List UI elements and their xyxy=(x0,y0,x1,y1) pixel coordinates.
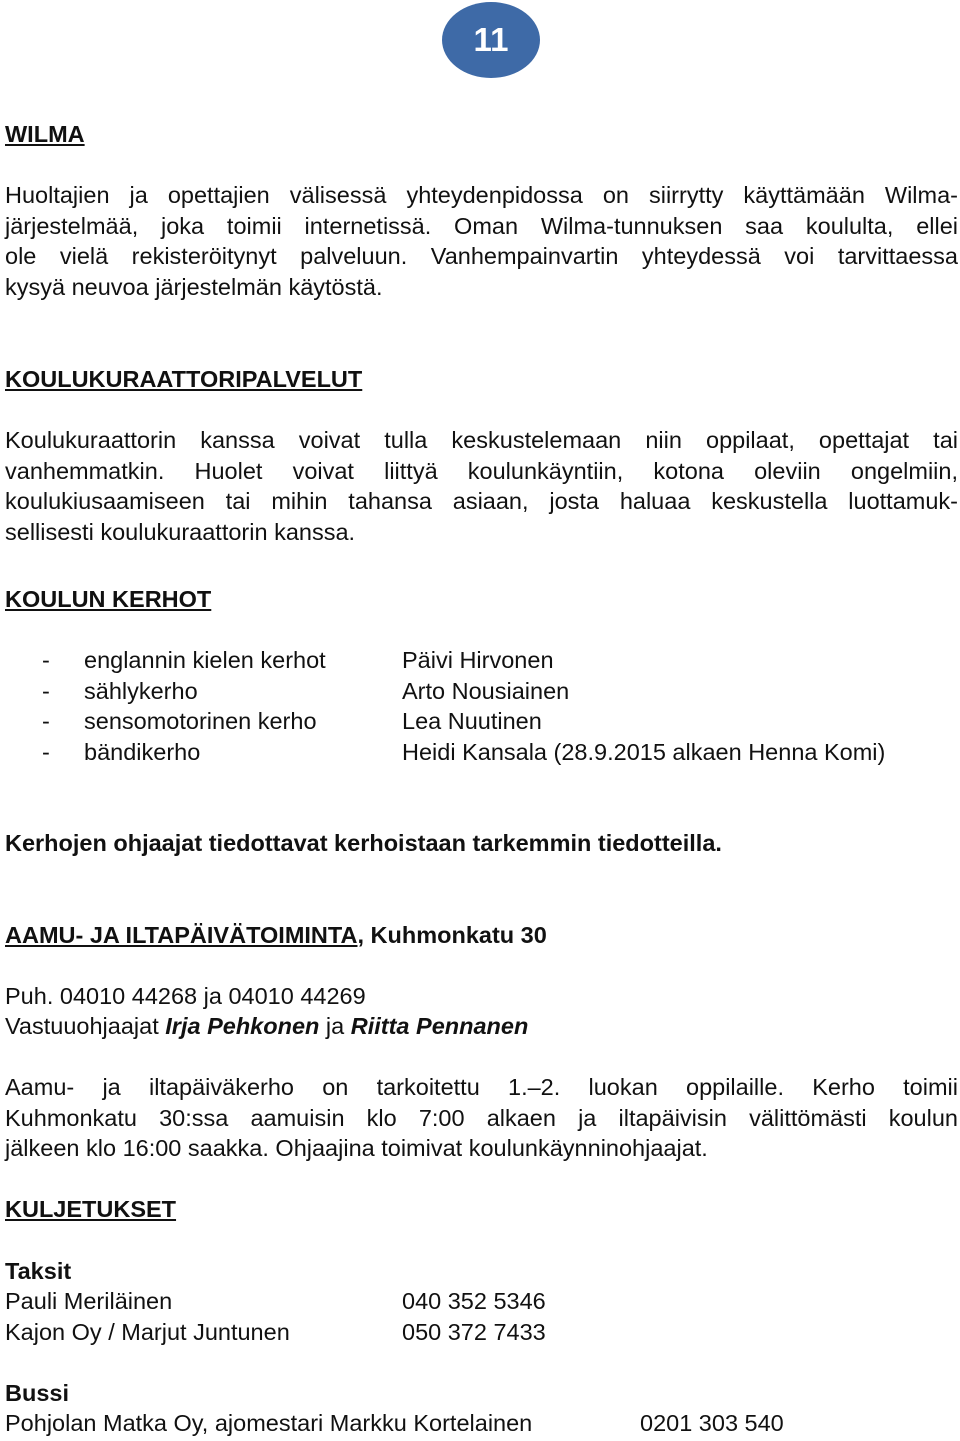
aamu-paragraph xyxy=(5,1072,958,1164)
paragraph-line: jälkeen klo 16:00 saakka. Ohjaajina toimivat koulunkäynninohjaajat. xyxy=(5,1135,708,1162)
paragraph-line: koulukiusaamiseen tai mihin tahansa asiaan, josta haluaa keskustella luottamuk- xyxy=(5,488,958,515)
club-leader: Arto Nousiainen xyxy=(402,678,570,704)
list-bullet: - xyxy=(42,678,50,704)
paragraph-line: kysyä neuvoa järjestelmän käytöstä. xyxy=(5,273,383,300)
club-leader: Heidi Kansala (28.9.2015 alkaen Henna Komi) xyxy=(402,739,886,765)
paragraph-line: Kuhmonkatu 30:ssa aamuisin klo 7:00 alkaen ja iltapäivisin välittömästi koulun xyxy=(5,1104,958,1131)
paragraph-line: ole vielä rekisteröitynyt palveluun. Vanhempainvartin yhteydessä voi tarvittaessa xyxy=(5,243,958,270)
supervisor-name: Irja Pehkonen xyxy=(165,1013,320,1039)
club-leader: Päivi Hirvonen xyxy=(402,647,554,673)
aamu-heading xyxy=(5,920,547,950)
kuraattori-paragraph xyxy=(5,425,958,547)
club-name: sensomotorinen kerho xyxy=(84,708,317,734)
page-number-badge: 11 xyxy=(442,2,540,78)
paragraph-line: sellisesti koulukuraattorin kanssa. xyxy=(5,518,356,545)
bussi-label: Bussi xyxy=(5,1380,69,1406)
club-name: sählykerho xyxy=(84,678,198,704)
club-leader: Lea Nuutinen xyxy=(402,708,542,734)
aamu-heading-address: , Kuhmonkatu 30 xyxy=(357,922,547,948)
paragraph-line: Aamu- ja iltapäiväkerho on tarkoitettu 1.–2. luokan oppilaille. Kerho toimii xyxy=(5,1074,958,1100)
aamu-heading-title: AAMU- JA ILTAPÄIVÄTOIMINTA xyxy=(5,922,358,948)
bus-phone: 0201 303 540 xyxy=(640,1410,784,1436)
taksit-label: Taksit xyxy=(5,1258,72,1284)
paragraph-line: järjestelmää, joka toimii internetissä. Oman Wilma-tunnuksen saa koululta, ellei xyxy=(5,212,958,239)
bus-company: Pohjolan Matka Oy, ajomestari Markku Kortelainen xyxy=(5,1410,533,1436)
list-bullet: - xyxy=(42,708,50,734)
wilma-paragraph xyxy=(5,180,958,302)
list-bullet: - xyxy=(42,647,50,673)
kuljetukset-heading: KULJETUKSET xyxy=(5,1196,177,1222)
supervisors-and: ja xyxy=(319,1013,351,1039)
taxi-phone: 040 352 5346 xyxy=(402,1288,546,1314)
supervisor-name: Riitta Pennanen xyxy=(350,1013,529,1039)
club-name: englannin kielen kerhot xyxy=(84,647,326,673)
taxi-name: Pauli Meriläinen xyxy=(5,1288,173,1314)
kuraattori-heading: KOULUKURAATTORIPALVELUT xyxy=(5,366,363,392)
aamu-phone: Puh. 04010 44268 ja 04010 44269 xyxy=(5,983,366,1009)
list-bullet: - xyxy=(42,739,50,765)
paragraph-line: Huoltajien ja opettajien välisessä yhteydenpidossa on siirrytty käyttämään Wilma- xyxy=(5,182,958,208)
kerhot-heading: KOULUN KERHOT xyxy=(5,586,212,612)
taxi-phone: 050 372 7433 xyxy=(402,1319,546,1345)
supervisors-label: Vastuuohjaajat xyxy=(5,1013,166,1039)
club-name: bändikerho xyxy=(84,739,201,765)
paragraph-line: vanhemmatkin. Huolet voivat liittyä koulunkäyntiin, kotona oleviin ongelmiin, xyxy=(5,457,958,484)
taxi-name: Kajon Oy / Marjut Juntunen xyxy=(5,1319,290,1345)
kerhot-note: Kerhojen ohjaajat tiedottavat kerhoistaan tarkemmin tiedotteilla. xyxy=(5,830,722,856)
aamu-supervisors xyxy=(5,1011,528,1041)
paragraph-line: Koulukuraattorin kanssa voivat tulla keskustelemaan niin oppilaat, opettajat tai xyxy=(5,427,958,453)
wilma-heading: WILMA xyxy=(5,121,85,147)
